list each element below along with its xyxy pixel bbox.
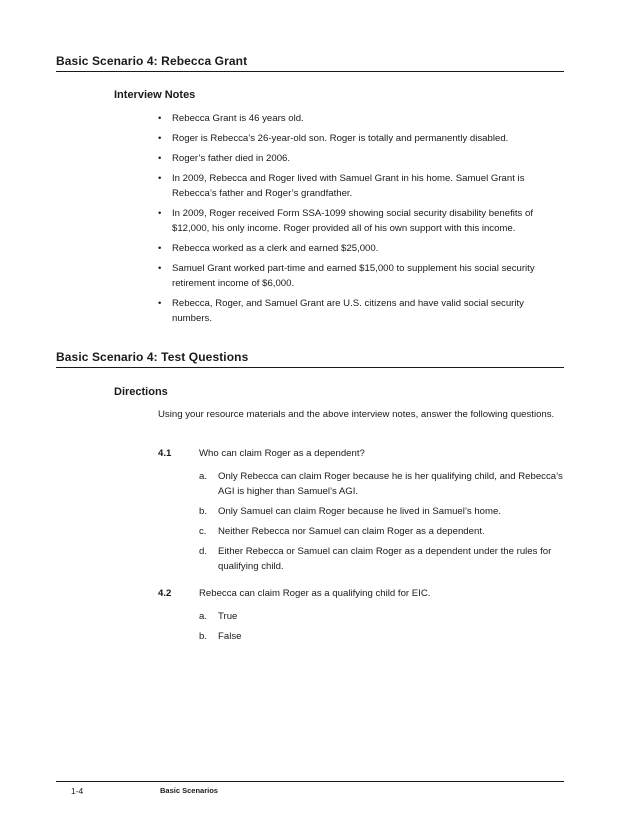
list-item xyxy=(158,131,566,146)
answer-options xyxy=(199,469,569,579)
question-text: Who can claim Roger as a dependent? xyxy=(199,448,365,459)
bullet-icon: • xyxy=(158,208,162,219)
list-item-text: In 2009, Roger received Form SSA-1099 showing social security disability benefits of $12,000, his only income. Roger provided all of his own support with this income. xyxy=(172,208,534,234)
list-item-text: Rebecca, Roger, and Samuel Grant are U.S. citizens and have valid social security numbers. xyxy=(172,298,524,324)
option-text: Only Samuel can claim Roger because he lived in Samuel’s home. xyxy=(218,506,501,517)
page-number: 1-4 xyxy=(71,786,84,796)
answer-option-c xyxy=(199,524,569,539)
list-item xyxy=(158,206,566,236)
footer-divider xyxy=(56,781,564,782)
option-letter: b. xyxy=(199,631,208,642)
footer-section-label: Basic Scenarios xyxy=(160,786,218,795)
list-item-text: Roger’s father died in 2006. xyxy=(172,153,291,164)
option-letter: d. xyxy=(199,546,208,557)
list-item-text: Roger is Rebecca’s 26-year-old son. Roger is totally and permanently disabled. xyxy=(172,133,509,144)
question-number: 4.1 xyxy=(158,448,172,459)
list-item-text: Samuel Grant worked part-time and earned $15,000 to supplement his social security retirement income of $6,000. xyxy=(172,263,535,289)
option-letter: a. xyxy=(199,611,208,622)
list-item-text: In 2009, Rebecca and Roger lived with Samuel Grant in his home. Samuel Grant is Rebecca’s father and Roger’s grandfather. xyxy=(172,173,525,199)
answer-option-b xyxy=(199,629,569,644)
subheading-directions: Directions xyxy=(114,386,168,398)
option-text: Either Rebecca or Samuel can claim Roger as a dependent under the rules for qualifying child. xyxy=(218,546,552,572)
bullet-icon: • xyxy=(158,173,162,184)
bullet-icon: • xyxy=(158,243,162,254)
section-title-scenario: Basic Scenario 4: Rebecca Grant xyxy=(56,54,564,72)
question-text: Rebecca can claim Roger as a qualifying child for EIC. xyxy=(199,588,431,599)
option-letter: c. xyxy=(199,526,207,537)
option-letter: b. xyxy=(199,506,208,517)
list-item xyxy=(158,241,566,256)
option-text: Neither Rebecca nor Samuel can claim Roger as a dependent. xyxy=(218,526,485,537)
bullet-icon: • xyxy=(158,153,162,164)
bullet-icon: • xyxy=(158,113,162,124)
list-item xyxy=(158,296,566,326)
option-letter: a. xyxy=(199,471,208,482)
answer-option-d xyxy=(199,544,569,574)
list-item-text: Rebecca Grant is 46 years old. xyxy=(172,113,304,124)
option-text: False xyxy=(218,631,242,642)
interview-notes-list xyxy=(158,111,566,331)
answer-options xyxy=(199,609,569,649)
list-item-text: Rebecca worked as a clerk and earned $25,000. xyxy=(172,243,379,254)
answer-option-a xyxy=(199,609,569,624)
option-text: Only Rebecca can claim Roger because he is her qualifying child, and Rebecca’s AGI is higher than Samuel’s AGI. xyxy=(218,471,563,497)
answer-option-b xyxy=(199,504,569,519)
list-item xyxy=(158,261,566,291)
answer-option-a xyxy=(199,469,569,499)
subheading-interview-notes: Interview Notes xyxy=(114,89,196,101)
option-text: True xyxy=(218,611,238,622)
directions-text: Using your resource materials and the above interview notes, answer the following questions. xyxy=(158,409,555,420)
section-title-test-questions: Basic Scenario 4: Test Questions xyxy=(56,350,564,368)
bullet-icon: • xyxy=(158,298,162,309)
list-item xyxy=(158,171,566,201)
bullet-icon: • xyxy=(158,133,162,144)
list-item xyxy=(158,111,566,126)
list-item xyxy=(158,151,566,166)
bullet-icon: • xyxy=(158,263,162,274)
question-number: 4.2 xyxy=(158,588,172,599)
